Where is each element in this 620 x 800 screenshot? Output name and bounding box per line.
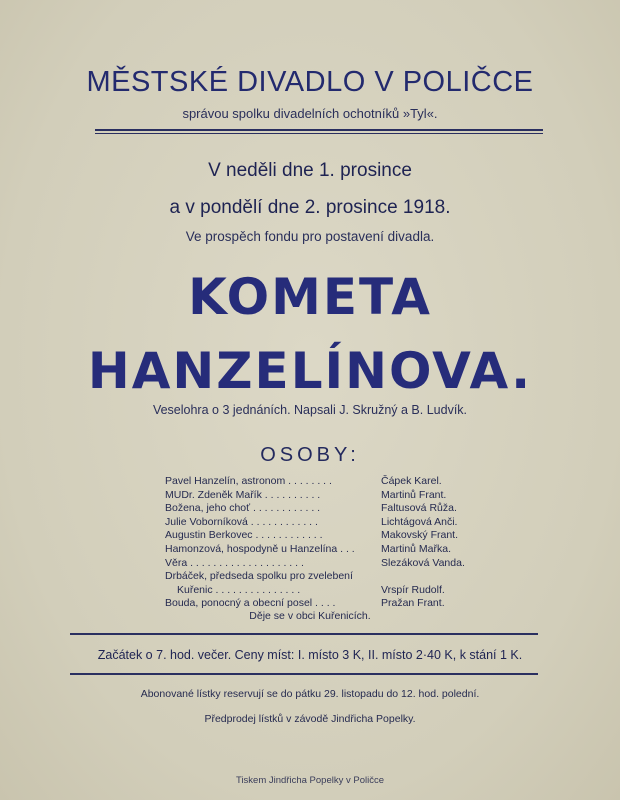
cast-role: Kuřenic . . . . . . . . . . . . . . .: [177, 583, 301, 596]
cast-row: [165, 489, 485, 503]
cast-role: Božena, jeho choť . . . . . . . . . . . .: [165, 502, 321, 515]
cast-actor: Martinů Mařka.: [381, 542, 452, 555]
cast-actor: Pražan Frant.: [381, 597, 445, 610]
start-time-and-prices: Začátek o 7. hod. večer. Ceny míst: I. místo 3 K, II. místo 2·40 K, k stání 1 K.: [97, 648, 523, 662]
cast-row: [165, 570, 485, 584]
cast-actor: Čápek Karel.: [381, 475, 442, 487]
cast-row: [165, 502, 485, 516]
prices-rule-bottom: [70, 673, 538, 675]
cast-actor: Vrspír Rudolf.: [381, 583, 445, 596]
cast-role: Pavel Hanzelín, astronom . . . . . . . .: [165, 475, 332, 487]
cast-list: [165, 475, 485, 611]
cast-role: Hamonzová, hospodyně u Hanzelína . . .: [165, 542, 355, 555]
management-line: správou spolku divadelních ochotníků »Tyl«.: [182, 106, 438, 121]
date-line-2: a v pondělí dne 2. prosince 1918.: [169, 197, 451, 218]
cast-role: Bouda, ponocný a obecní posel . . . .: [165, 597, 336, 610]
cast-role: Julie Voborníková . . . . . . . . . . . .: [165, 515, 318, 528]
cast-actor: Lichtágová Anči.: [381, 515, 458, 528]
cast-row: [165, 557, 485, 571]
date-line-1: V neděli dne 1. prosince: [208, 160, 412, 181]
cast-row: [165, 475, 485, 489]
theatre-name: MĚSTSKÉ DIVADLO V POLIČCE: [86, 66, 534, 98]
cast-actor: Martinů Frant.: [381, 488, 447, 501]
header-rule-bottom: [95, 133, 543, 134]
play-title-line-2: HANZELÍNOVA.: [87, 342, 533, 400]
subscription-note: Abonované lístky reservují se do pátku 29. listopadu do 12. hod. polední.: [140, 688, 480, 700]
cast-heading: OSOBY:: [260, 444, 360, 466]
printer-credit: Tiskem Jindřicha Popelky v Poličce: [235, 775, 384, 786]
cast-role: Drbáček, předseda spolku pro zvelebení: [165, 570, 353, 583]
setting-note: Děje se v obci Kuřenicích.: [249, 610, 371, 622]
cast-row: [165, 543, 485, 557]
cast-actor: Faltusová Růža.: [381, 502, 457, 515]
cast-role: Věra . . . . . . . . . . . . . . . . . . . .: [165, 556, 304, 569]
header-rule-top: [95, 129, 543, 131]
cast-row: [165, 516, 485, 530]
cast-actor: Makovský Frant.: [381, 529, 459, 542]
play-subtitle: Veselohra o 3 jednáních. Napsali J. Skružný a B. Ludvík.: [152, 403, 468, 417]
cast-actor: Slezáková Vanda.: [381, 556, 465, 569]
presale-note: Předprodej lístků v závodě Jindřicha Popelky.: [204, 713, 416, 725]
benefit-note: Ve prospěch fondu pro postavení divadla.: [185, 229, 435, 244]
cast-row: [165, 597, 485, 611]
cast-row: [165, 584, 485, 598]
prices-rule-top: [70, 633, 538, 635]
play-title-line-1: KOMETA: [188, 268, 432, 326]
cast-role: Augustin Berkovec . . . . . . . . . . . .: [165, 529, 323, 542]
cast-row: [165, 529, 485, 543]
cast-role: MUDr. Zdeněk Mařík . . . . . . . . . .: [165, 488, 321, 501]
